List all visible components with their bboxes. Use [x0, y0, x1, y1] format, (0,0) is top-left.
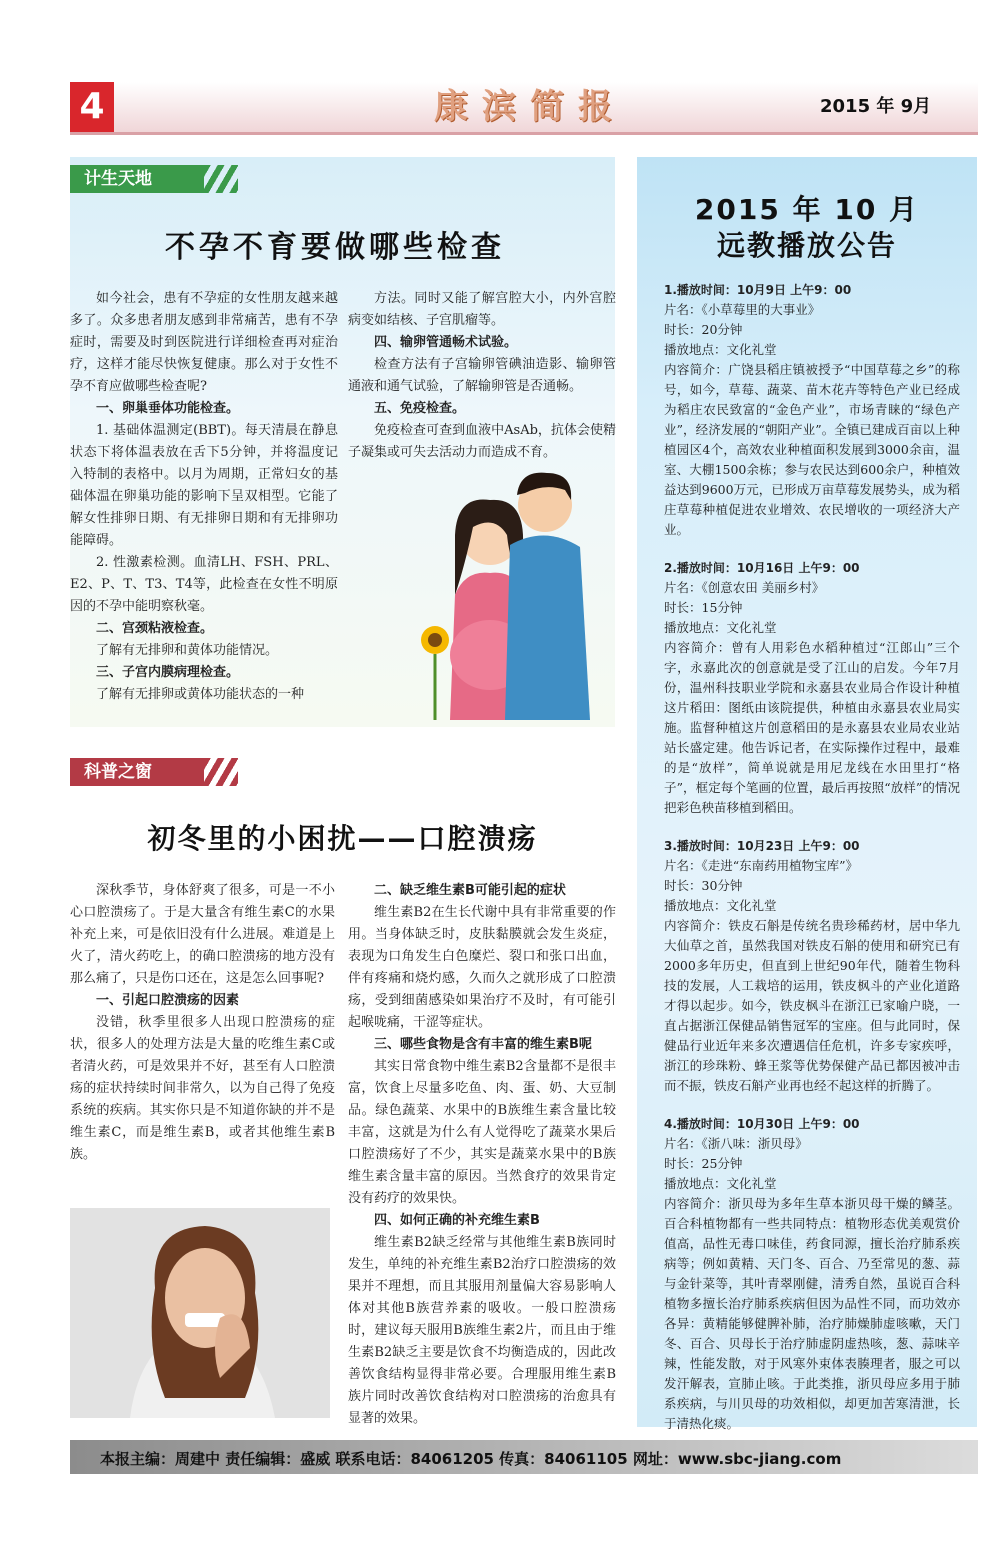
film-venue: 播放地点：文化礼堂: [664, 620, 777, 635]
section-heading: 一、卵巢垂体功能检查。: [96, 401, 240, 416]
woman-toothache-photo: [70, 1208, 330, 1418]
section-tag-family-planning: 计生天地: [70, 165, 204, 193]
sunflower-icon: [421, 626, 449, 720]
film-intro: 内容简介：广饶县稻庄镇被授予“中国草莓之乡”的称号，如今，草莓、蔬菜、苗木花卉等特色产业已经成为稻庄农民致富的“金色产业”，市场青睐的“绿色产业”，经济发展的“朝阳产业”。全镇已建成百亩以上种植园区4个，高效农业种植面积发展到3000余亩，温室、大棚1500余栋；参与农民达到600余户，种植效益达到9600万元，已形成万亩草莓发展势头，成为稻庄草莓种植促进农业增效、农民增收的一项经济大产业。: [664, 362, 960, 537]
film-duration: 时长：15分钟: [664, 600, 743, 615]
paragraph: 没错，秋季里很多人出现口腔溃疡的症状，很多人的处理方法是大量的吃维生素C或者清火药，可是效果并不好，甚至有人口腔溃疡的症状持续时间非常久，以为自己得了免疫系统的疾病。其实你只是不知道你缺的并不是维生素C，而是维生素B，或者其他维生素B族。: [70, 1015, 335, 1162]
film-name: 片名：《走进“东南药用植物宝库”》: [664, 858, 859, 873]
page-number: 4: [70, 82, 114, 132]
broadcast-item: [664, 280, 960, 540]
paragraph: 免疫检查可查到血液中AsAb，抗体会使精子凝集或可失去活动力而造成不育。: [348, 423, 616, 460]
section-heading: 一、引起口腔溃疡的因素: [96, 993, 240, 1008]
film-intro: 内容简介：曾有人用彩色水稻种植过“江郎山”三个字，永嘉此次的创意就是受了江山的启发。今年7月份，温州科技职业学院和永嘉县农业局合作设计种植这片稻田：图纸由该院提供，种植由永嘉县农业局实施。监督种植这片创意稻田的是永嘉县农业局农业站站长盛定建。他告诉记者，在实际操作过程中，最难的是“放样”，简单说就是用尼龙线在水田里打“格子”，框定每个笔画的位置，最后再按照“放样”的情况把彩色秧苗移植到稻田。: [664, 640, 960, 815]
broadcast-time: 4.播放时间：10月30日 上午9：00: [664, 1117, 860, 1131]
section-heading: 二、缺乏维生素B可能引起的症状: [374, 883, 566, 898]
broadcast-subtitle: 远教播放公告: [716, 229, 897, 262]
film-name: 片名：《浙八味：浙贝母》: [664, 1136, 808, 1151]
broadcast-item: [664, 1114, 960, 1434]
section-heading: 四、输卵管通畅术试验。: [374, 335, 518, 350]
film-venue: 播放地点：文化礼堂: [664, 342, 777, 357]
paragraph: 了解有无排卵或黄体功能状态的一种: [96, 687, 305, 702]
section-heading: 三、子宫内膜病理检查。: [96, 665, 240, 680]
film-duration: 时长：25分钟: [664, 1156, 743, 1171]
section-heading: 二、宫颈粘液检查。: [96, 621, 214, 636]
film-venue: 播放地点：文化礼堂: [664, 1176, 777, 1191]
article-title: 初冬里的小困扰——口腔溃疡: [147, 822, 538, 855]
paragraph: 如今社会，患有不孕症的女性朋友越来越多了。众多患者朋友感到非常痛苦，患有不孕症时，需要及时到医院进行详细检查再对症治疗，这样才能尽快恢复健康。那么对于女性不孕不育应做哪些检查呢?: [70, 291, 338, 394]
film-intro: 内容简介：浙贝母为多年生草本浙贝母干燥的鳞茎。百合科植物都有一些共同特点：植物形态优美观赏价值高，品性无毒口味佳，药食同源，擅长治疗肺系疾病等；例如黄精、天门冬、百合、乃至常见的葱、蒜与金针菜等，其叶青翠刚健，清秀自然，虽说百合科植物多擅长治疗肺系疾病但因为品性不同，而功效亦各异：黄精能够健脾补肺，治疗肺燥肺虚咳嗽，天门冬、百合、贝母长于治疗肺虚阴虚热咳，葱、蒜味辛辣，性能发散，对于风寒外束体表腠理者，服之可以发汗解表，宣肺止咳。于此类推，浙贝母应多用于肺系疾病，与川贝母的功效相似，却更加苦寒清泄，长于清热化痰。: [664, 1196, 960, 1431]
film-name: 片名：《小草莓里的大事业》: [664, 302, 821, 317]
broadcast-time: 1.播放时间：10月9日 上午9：00: [664, 283, 852, 297]
broadcast-item: [664, 558, 960, 818]
article-column-2: [348, 288, 616, 464]
paragraph: 了解有无排卵和黄体功能情况。: [96, 643, 279, 658]
paragraph: 维生素B2缺乏经常与其他维生素B族同时发生，单纯的补充维生素B2治疗口腔溃疡的效果并不理想，而且其服用剂量偏大容易影响人体对其他B族营养素的吸收。一般口腔溃疡时，建议每天服用B族维生素2片，而且由于维生素B2缺乏主要是饮食不均衡造成的，因此改善饮食结构显得非常必要。合理服用维生素B族片同时改善饮食结构对口腔溃疡的治愈具有显著的效果。: [348, 1235, 616, 1426]
section-tag-science: 科普之窗: [70, 758, 204, 786]
couple-illustration: [395, 455, 610, 720]
paragraph: 检查方法有子宫输卵管碘油造影、输卵管通液和通气试验，了解输卵管是否通畅。: [348, 357, 616, 394]
film-name: 片名：《创意农田 美丽乡村》: [664, 580, 825, 595]
broadcast-list: [664, 280, 960, 1452]
paragraph: 2. 性激素检测。血清LH、FSH、PRL、E2、P、T、T3、T4等，此检查在女性不明原因的不孕中能明察秋毫。: [70, 555, 338, 614]
film-duration: 时长：30分钟: [664, 878, 743, 893]
footer-info: 本报主编：周建中 责任编辑：盛威 联系电话：84061205 传真：84061105 网址：www.sbc-jiang.com: [100, 1450, 842, 1468]
tag-stripes: [190, 165, 238, 193]
film-venue: 播放地点：文化礼堂: [664, 898, 777, 913]
article-column-1: [70, 880, 335, 1166]
paragraph: 其实日常食物中维生素B2含量都不是很丰富，饮食上尽量多吃鱼、肉、蛋、奶、大豆制品。绿色蔬菜、水果中的B族维生素含量比较丰富，这就是为什么有人觉得吃了蔬菜水果后口腔溃疡好了不少，其实是蔬菜水果中的B族维生素含量丰富的原因。当然食疗的效果肯定没有药疗的效果快。: [348, 1059, 616, 1206]
broadcast-item: [664, 836, 960, 1096]
paragraph: 维生素B2在生长代谢中具有非常重要的作用。当身体缺乏时，皮肤黏膜就会发生炎症，表现为口角发生白色糜烂、裂口和张口出血，伴有疼痛和烧灼感，久而久之就形成了口腔溃疡，受到细菌感染如果治疗不及时，有可能引起喉咙痛，干涩等症状。: [348, 905, 616, 1030]
section-heading: 三、哪些食物是含有丰富的维生素B呢: [374, 1037, 592, 1052]
paragraph: 方法。同时又能了解宫腔大小，内外宫腔病变如结核、子宫肌瘤等。: [348, 291, 616, 328]
paragraph: 深秋季节，身体舒爽了很多，可是一不小心口腔溃疡了。于是大量含有维生素C的水果补充上来，可是依旧没有什么进展。难道是上火了，清火药吃上，的确口腔溃疡的地方没有那么痛了，只是伤口还在，这是怎么回事呢?: [70, 883, 335, 986]
broadcast-title: 2015 年 10 月: [694, 193, 920, 226]
issue-date: 2015 年 9月: [820, 96, 932, 117]
broadcast-time: 2.播放时间：10月16日 上午9：00: [664, 561, 860, 575]
article-title: 不孕不育要做哪些检查: [165, 230, 505, 265]
paragraph: 1. 基础体温测定(BBT)。每天清晨在静息状态下将体温表放在舌下5分钟，并将温度记入特制的表格中。以月为周期，正常妇女的基础体温在卵巢功能的影响下呈双相型。它能了解女性排卵日期、有无排卵日期和有无排卵功能障碍。: [70, 423, 338, 548]
section-heading: 四、如何正确的补充维生素B: [374, 1213, 540, 1228]
tag-stripes: [190, 758, 238, 786]
article-column-2: [348, 880, 616, 1430]
section-heading: 五、免疫检查。: [374, 401, 466, 416]
article-column-1: [70, 288, 338, 706]
masthead: 康滨简报: [434, 87, 626, 127]
broadcast-time: 3.播放时间：10月23日 上午9：00: [664, 839, 860, 853]
film-duration: 时长：20分钟: [664, 322, 743, 337]
film-intro: 内容简介：铁皮石斛是传统名贵珍稀药材，居中华九大仙草之首，虽然我国对铁皮石斛的使用和研究已有2000多年历史，但直到上世纪90年代，随着生物科技的发展，人工栽培的运用，铁皮枫斗的产业化道路才得以起步。如今，铁皮枫斗在浙江已家喻户晓，一直占据浙江保健品销售冠军的宝座。但与此同时，保健品行业近年来多次遭遇信任危机，许多专家疾呼，浙江的珍珠粉、蜂王浆等优势保健产品已都因被冲击而不振，铁皮石斛产业再也经不起这样的折腾了。: [664, 918, 960, 1093]
